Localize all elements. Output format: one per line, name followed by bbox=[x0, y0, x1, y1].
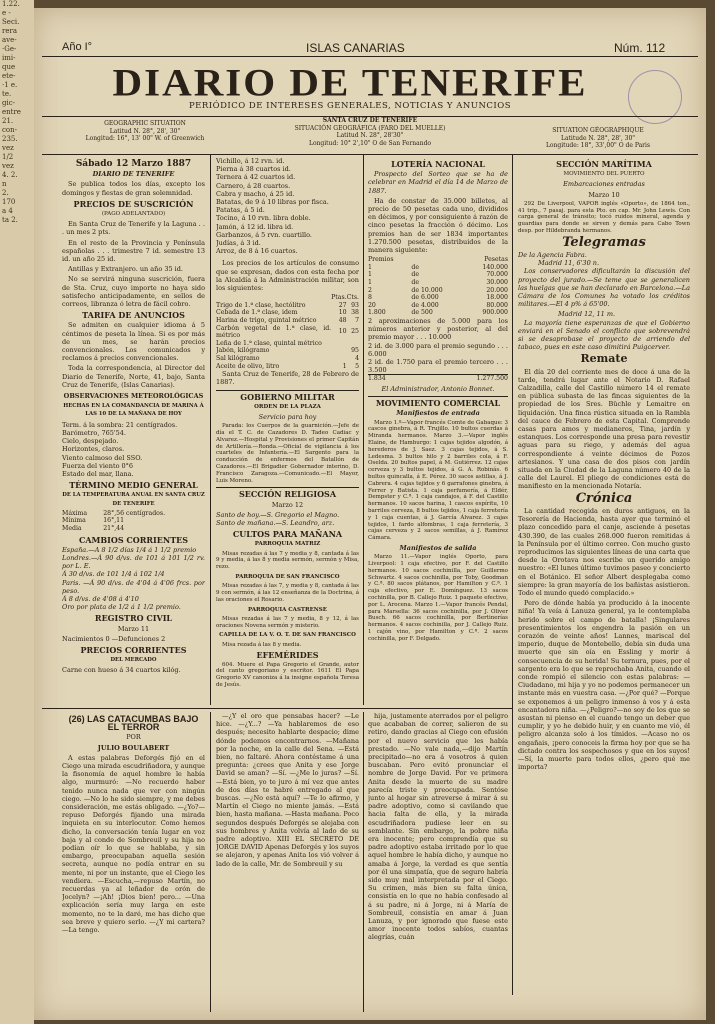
margin-line: 1/2 bbox=[2, 153, 14, 161]
table-row bbox=[62, 510, 205, 518]
margin-line: 235. bbox=[2, 135, 18, 143]
feuilleton-column-3 bbox=[368, 712, 508, 1012]
obs-line: Cielo, despejado. bbox=[62, 437, 119, 446]
table-row bbox=[368, 256, 508, 264]
total-amount: 1.277.500 bbox=[476, 375, 508, 383]
margin-line: n bbox=[2, 180, 7, 188]
telegram-text: La mayoría tiene esperanzas de que el Gobierno enviará en el Senado el conflicto que sobrevendrá si se desaprobase el proyecto de arriendo del tabaco, pues en este caso dimitirá Puigcerver. bbox=[518, 318, 690, 352]
margin-line: te. bbox=[2, 90, 12, 98]
cambios-heading: CAMBIOS CORRIENTES bbox=[78, 534, 189, 545]
geo-center-line: Longitud: 10° 2',10" O de San Fernando bbox=[308, 139, 432, 147]
article-name: Aceite de olivo, litro bbox=[216, 362, 280, 370]
feuilleton-column-2 bbox=[216, 712, 359, 1012]
table-row bbox=[216, 363, 359, 371]
cambio-line: Oro por plata de 1/2 á 1 1/2 premio. bbox=[62, 603, 181, 612]
temp-subheading: DE LA TEMPERATURA ANUAL EN SANTA CRUZ DE TENERIFE bbox=[62, 492, 205, 507]
telegrams-agency: De la Agencia Fabra. bbox=[518, 251, 587, 259]
prices-subheading: (PAGO ADELANTADO) bbox=[101, 211, 166, 218]
adjacent-page-edge bbox=[0, 0, 34, 1024]
lot-cell: 18.000 bbox=[486, 294, 508, 302]
price-line: Antillas y Extranjero. un año 35 id. bbox=[68, 265, 183, 274]
lot-cell: 20 bbox=[368, 301, 376, 309]
geo-left-line: GEOGRAPHIC SITUATION bbox=[104, 120, 186, 127]
column-4 bbox=[518, 157, 690, 997]
cambio-line: Á 8 d/vs. de 4'08 á 4'10 bbox=[62, 594, 139, 603]
lot-cell: de 4.000 bbox=[411, 301, 439, 309]
temp-table bbox=[62, 510, 205, 533]
table-row bbox=[368, 294, 508, 302]
table-row bbox=[368, 302, 508, 310]
margin-line: 1.22. bbox=[2, 0, 20, 8]
mar-heading: SECCIÓN MARÍTIMA bbox=[556, 159, 652, 169]
article-price: 7 bbox=[355, 317, 359, 325]
articles-footer: Santa Cruz de Tenerife, 28 de Febrero de 1887. bbox=[216, 370, 359, 387]
feuilleton-title-text: LAS CATACUMBAS BAJO EL TERROR bbox=[87, 714, 199, 733]
remate-heading: Remate bbox=[580, 352, 628, 366]
lot-cell: 1.800 bbox=[368, 309, 386, 317]
cultos-heading: CULTOS PARA MAÑANA bbox=[232, 529, 343, 540]
efem-heading: EFEMÉRIDES bbox=[256, 650, 319, 661]
feuilleton-text: A estas palabras Deforgés fijó en el Ciego una mirada escudriñadora, y aunque la fisonomía de aquel hombre le había algo, murmuró: —No recuerdo haber tenido nunca nada que ver con ningún ciego. —No lo he sido siempre, y me debes consideración, me estás obligado. —¿Yo?—repuso Deforgés fijando una mirada inquieta en su interlocutor. Como hemos dicho, la conversación tenía lugar en voz baja y al conde de Sombreuil y su hija no podían oír lo que se hablaba, y sin embargo, preocupaban aquella sesión secreta, aunque no podía entrar en su mente, ni por un instante, que el Ciego les vendiera. —Escucha,—repuso Martín, no recuerdas ya al leñador de orón de Jocelyn? —¡Ah! ¡Dios bien! pero... —Una explicación sería muy larga en este momento, no te la daré, me has dicho que sea breve y quiero serlo. —¿Y mi cartera? —La tengo. bbox=[62, 753, 205, 935]
culto-parish: PARROQUIA CASTRENSE bbox=[248, 606, 327, 613]
masthead-subtitle: PERIÓDICO DE INTERESES GENERALES, NOTICIAS Y ANUNCIOS bbox=[188, 101, 512, 111]
article-price: 25 bbox=[351, 328, 359, 336]
place-label: ISLAS CANARIAS bbox=[306, 41, 405, 55]
temp-label: Máxima bbox=[62, 509, 88, 517]
article-price: 4 bbox=[355, 355, 359, 362]
feuilleton-text: —¿Y el oro que pensabas hacer? —Le hice. —¿Y...? —Ya hablaremos de eso después; necesito hablarte despacio; dime dónde podemos encontrarnos. —Mañana por la noche, en la calle del Sena. —Está bien, no faltaré. Ahora contéstame á una pregunta: ¿crees que Anita y ese Jorge David se aman? —Sí. —¿Me lo juras? —Sí. —Está bien, yo te juro á mí vez que antes de dos días te habré entregado al que buscas. —¿No está aquí? —Te lo afirmo, y Martín el Ciego no miente jamás. —Está bien, hasta mañana. —Hasta mañana. Poco segundos después Deforgés se alejaba con sus hombres y Anita volvía al lado de su padre adoptivo. XIII EL SECRETO DE JORGE DAVID Apenas Deforgés y los suyos se alejaron, y apenas Anita los vió volver á lado de la calle, Mr. de Sombreuil y su bbox=[216, 712, 359, 868]
feuilleton-text: hija, justamente aterrados por el peligro que acababan de correr, salieron de su retiro, dando gracias al Ciego con efusión por el nuevo servicio que les había prestado. —No vale nada,—dijo Martín precipitado—no era á vosotros á quien buscaban. Pero evitó pronunciar el nombre de Jorge David. Por ve primera Anita desde la muerte de su madre parecía triste y preocupada. Sentóse junto al hogar sin atreverse á mirar á su padre adoptivo, como si cavilando que hacia falta de ella, y la mirada escudriñadora pudiese leer en su semblante. Sin embargo, la pobre niña era inocente; pero comprendía que su padre adoptivo estaba irritado por lo que aquel hombre le había dicho, y aunque no amaba á Jorge, la verdad es que sentía por él una simpatía, que de seguro habría sido muy mal interpretada por el Ciego. Su crimen, más bien su falta única, consistía en lo que no había confesado al á su padre, ni á Jorge, ni á María de Sombreuil, consistía en amar á Juan Lanuza, y por ignorado que fuese este amor inocente todos sabíos, cuantas alegrías, cuán bbox=[368, 712, 508, 942]
temp-value: 21°,44 bbox=[103, 524, 125, 532]
market-item: Jamón, á 12 id. libra id. bbox=[216, 222, 294, 231]
obs-line: Viento calmoso del SSO. bbox=[62, 453, 143, 462]
column-rule bbox=[363, 712, 364, 1012]
table-row bbox=[216, 317, 359, 325]
feuilleton-col4: Pero de dónde había ya producido á la inocente niña! Ya veía á Lanuza general, ya le contemplaba herido sobre el campo de batalla! ¡Singulares presentimientos los engendra la pasión en un corazón de veinte años! Lannes, mariscal del imperio, duque de Montebello, debía sin duda una muerte que sin oía en Essling y morir á consecuencia de su herida! Su ternura, pues, por el sargento era lo que se reprochaba Anita, cuando el conde rompió el silencio con estas palabras: —Ciudadano, mi hija y yo no podemos permanecer un instante más en vuestra casa. —¿Por qué? —Porque se exponemos á un peligro inmenso á vos y á esta encantadora niña. —¿Peligro?—no soy de los que se asustan ni pienso en el cuando tengo un deber que cumplir, y yo he debido huir, y en cuanto me vió, él peligro alcanza solo á los tímidos. —Acaso no os engañais, ¡pero conoceis la firma hoy por que se ha dictado contra los sospechosos y que en los suyos! —Sí, la muerte para todos ellos, ¿pero qué me importa? bbox=[518, 599, 690, 772]
article-price: 10 bbox=[338, 328, 347, 336]
mov-out-heading: Manifiestos de salida bbox=[399, 543, 477, 552]
feuilleton-number: (26) bbox=[68, 714, 85, 724]
article-price: 93 bbox=[351, 301, 359, 309]
rel-line: Santo de mañana.—S. Leandro, arz. bbox=[216, 518, 335, 527]
lot-extra: 2 id. de 1.750 para el premio tercero . . . 3.500 bbox=[368, 358, 508, 375]
margin-line: ·Ge- bbox=[2, 45, 17, 53]
mov-out-text: Marzo 11.—Vapor inglés Oporto, para Liverpool: 1 caja efectivo, por F. del Castillo hermanos. 10 sacos cochinilla, por Guillermo Schwartz. 4 sacos cochinilla, por Toby, Goodman y C.ª. 80 sacos plátanos, por Hamilton y C.ª. 1 caja efectivo, por E. Domínguez. 13 sacos cochinilla, por B. Callejo Ruiz. 1 paquete efectivo, por L. Arocena. Marzo 1.—Vapor francés Pendal, para Marsella: 36 sacos cochinilla, por J. Oliver Busch. 66 sacos cochinilla, por Bertinerías hermanos. 4 sacos cochinilla, por J. Callejo Ruiz. 1 cajón vino, por Hamilton y C.ª. 2 sacos cochinilla, por F. Delgado. bbox=[368, 554, 508, 642]
intro-text: Se publica todos los días, excepto los domingos y fiestas de gran solemnidad. bbox=[62, 180, 205, 197]
mar-subheading2: Embarcaciones entradas bbox=[563, 180, 645, 189]
table-row bbox=[216, 347, 359, 355]
precios-heading: PRECIOS CORRIENTES bbox=[80, 644, 187, 655]
table-row bbox=[368, 309, 508, 317]
cambio-line: Londres.—Á 90 d/vs. de 101 á 101 1/2 rv. por L. E. bbox=[62, 553, 205, 571]
article-price bbox=[331, 347, 346, 355]
lot-heading: LOTERÍA NACIONAL bbox=[391, 159, 485, 169]
lot-cell: 900.000 bbox=[482, 309, 508, 317]
margin-line: a 4 bbox=[2, 207, 13, 215]
price-line: En el resto de la Provincia y Península españolas . . . trimestre 7 id. semestre 13 id. un año 25 id. bbox=[62, 238, 205, 264]
precios-subheading: DEL MERCADO bbox=[110, 657, 157, 664]
obs-subheading: HECHAS EN LA COMANDANCIA DE MARINA Á LAS 10 DE LA MAÑANA DE HOY bbox=[63, 403, 204, 418]
margin-line: entre bbox=[2, 108, 21, 116]
margin-line: 4. 2. bbox=[2, 171, 18, 179]
margin-line: e - bbox=[2, 9, 11, 17]
mar-subheading: MOVIMIENTO DEL PUERTO bbox=[563, 171, 645, 178]
gob-heading: GOBIERNO MILITAR bbox=[216, 390, 359, 401]
article-name: Trigo de 1.ª clase, hectólitro bbox=[216, 301, 306, 309]
market-item: Arroz, de 8 á 16 cuartos. bbox=[216, 247, 298, 256]
market-item: Judías, á 3 id. bbox=[216, 239, 261, 248]
divider bbox=[42, 708, 512, 709]
obs-line: Horizontes, claros. bbox=[62, 445, 125, 454]
article-price: 38 bbox=[351, 309, 359, 317]
lot-extra: 2 id. de 3.000 para el premio segundo . . . 6.000 bbox=[368, 341, 508, 358]
margin-line: rera bbox=[2, 27, 18, 35]
registro-text: Nacimientos 0 —Defunciones 2 bbox=[62, 634, 166, 643]
lot-table bbox=[368, 256, 508, 317]
lot-cell: 1 bbox=[368, 263, 372, 271]
article-name: Sal kilógramo bbox=[216, 355, 260, 362]
price-line: En Santa Cruz de Tenerife y la Laguna . . . un mes 2 pts. bbox=[62, 220, 205, 237]
article-price: 1 bbox=[342, 362, 347, 370]
cultos-list bbox=[216, 540, 359, 648]
lot-cell: 1 bbox=[368, 271, 372, 279]
geo-right-line: SITUATION GÉOGRAPHIQUE bbox=[552, 127, 644, 134]
culto-text: Misas rezadas á las 7 y media, 8 y 12, á las oraciones Novena sermón y misterio. bbox=[216, 615, 359, 629]
prices-heading: PRECIOS DE SUSCRICIÓN bbox=[73, 198, 194, 209]
margin-line: con- bbox=[2, 126, 18, 134]
cambio-line: Paris. —Á 90 d/vs. de 4'04 á 4'06 frcs. por peso. bbox=[62, 578, 205, 595]
divider bbox=[42, 56, 698, 57]
lot-cell: de bbox=[411, 271, 420, 279]
obs-line: Term. á la sombra: 21 centígrados. bbox=[62, 420, 178, 429]
lot-cell: 30.000 bbox=[486, 279, 508, 287]
article-price bbox=[331, 340, 346, 348]
mov-heading: MOVIMIENTO COMERCIAL bbox=[368, 396, 508, 407]
temp-value: 16°,11 bbox=[103, 517, 125, 525]
feuilleton-column-1 bbox=[62, 712, 205, 1012]
registro-heading: REGISTRO CIVIL bbox=[94, 613, 173, 624]
temp-value: 28°,56 centígrados. bbox=[103, 509, 166, 517]
total-count: 1.834 bbox=[368, 375, 386, 383]
market-item: Pierna á 38 cuartos id. bbox=[216, 165, 291, 174]
article-name: Carbón vegetal de 1.ª clase, id. métrico bbox=[216, 324, 332, 340]
gob-subheading: ORDEN DE LA PLAZA bbox=[254, 403, 321, 410]
table-row bbox=[368, 264, 508, 272]
margin-line: vez bbox=[2, 144, 14, 152]
article-price: 10 bbox=[338, 309, 347, 317]
geo-center-line: SANTA CRUZ DE TENERIFE bbox=[322, 117, 418, 124]
article-name: Jabón, kilógramo bbox=[216, 347, 270, 355]
column-1 bbox=[62, 157, 205, 707]
article-name: Harina de trigo, quintal métrico bbox=[216, 317, 317, 325]
article-price: 48 bbox=[338, 317, 347, 325]
lot-cell: de 500 bbox=[411, 309, 433, 317]
margin-line: que bbox=[2, 63, 16, 71]
market-item: Carnero, á 28 cuartos. bbox=[216, 181, 291, 190]
paper-name: DIARIO DE TENERIFE bbox=[92, 170, 175, 179]
column-rule bbox=[363, 155, 364, 705]
culto-parish: PARROQUIA MATRIZ bbox=[254, 541, 321, 548]
table-row bbox=[216, 340, 359, 348]
obs-line: Estado del mar, llana. bbox=[62, 469, 134, 478]
precios-text: Carne con hueso á 34 cuartos kilóg. bbox=[62, 666, 181, 675]
table-row bbox=[216, 302, 359, 310]
geo-left-line: Latitud N. 28°, 28', 30" bbox=[109, 127, 181, 135]
market-item: Vichillo, á 12 rvn. id. bbox=[216, 157, 285, 165]
article-price bbox=[347, 340, 359, 348]
mar-text: 292 De Liverpool, VAPOR inglés «Oporto», de 1864 ton., 41 trip., 7 pasaj. para esta Pto. en cap. Mr. John Lewis. Con carga general de tránsito; tocó ruidos mineral, agenda y guardias para donde se sirven y demás para Cabo Town desp. por Hildebranda hermanos. bbox=[518, 200, 690, 234]
cambio-line: España.—A 8 1/2 días 1/4 á 1 1/2 premio bbox=[62, 545, 197, 554]
obs-heading: OBSERVACIONES METEOROLÓGICAS bbox=[63, 392, 204, 401]
mar-date: Marzo 10 bbox=[588, 190, 620, 199]
market-item: Cabra y macho, á 25 id. bbox=[216, 189, 295, 198]
cronica-text: La cantidad recogida en duros antiguos, en la Tesorería de Hacienda, hasta ayer que terminó el plazo concedido para el canje, asciende á pesetas 430.390, de las cuales 268.000 fueron remitidas á la Península por el último correo. Con mucho gusto reproducimos las siguientes líneas de una carta que desde la Orotava nos escribe un querido amigo nuestro: «El lunes último tuvimos paseo y concierto en el Botánico. El señor Albert desplegaba como siempre: la gran mayoría de los bañistas asistieron. Todo el mundo quedó complacido.» bbox=[518, 506, 690, 597]
feuilleton-title bbox=[62, 715, 205, 731]
obs-line: Barómetro, 765'54. bbox=[62, 428, 126, 437]
ads-heading: TARIFA DE ANUNCIOS bbox=[82, 310, 185, 321]
ads-text: Se admiten en cualquier idioma á 5 céntimos de peseta la línea. Si es por más de un mes, se harán precios convencionales. Los comunicados y reclamos á precios convencionales. bbox=[62, 321, 205, 363]
market-item: Ternera á 42 cuartos id. bbox=[216, 173, 296, 182]
culto-parish: PARROQUIA DE SAN FRANCISCO bbox=[235, 573, 340, 580]
lot-cell: de 6.000 bbox=[411, 294, 439, 302]
margin-line: ·1 e. bbox=[2, 81, 18, 89]
efem-text: 604. Muere el Papa Gregorio el Grande, autor del canto gregoriano y escritor. 1611 El Papa Gregorio XV canoniza á la insigne española Teresa de Jesús. bbox=[216, 661, 359, 688]
column-rule bbox=[210, 712, 211, 1012]
temp-label: Mínima bbox=[62, 517, 86, 525]
column-rule bbox=[512, 155, 513, 995]
registro-date: Marzo 11 bbox=[117, 624, 150, 633]
prices-note: No se servirá ninguna suscrición, fuera de Sta. Cruz, cuyo importe no haya sido satisfecho anticipadamente, en sellos de correos, libranza ó letra de fácil cobro. bbox=[62, 275, 205, 309]
obs-line: Fuerza del viento 0°6 bbox=[62, 461, 134, 470]
rel-date: Marzo 12 bbox=[271, 500, 304, 509]
lot-cell: 70.000 bbox=[486, 271, 508, 279]
temp-label: Media bbox=[62, 524, 82, 532]
articles-table bbox=[216, 294, 359, 370]
margin-line: ta 2. bbox=[2, 216, 18, 224]
geo-left bbox=[60, 120, 230, 143]
geo-center-line: Latitud N. 28°, 28'30" bbox=[336, 132, 404, 139]
gob-subheading2: Servicio para hoy bbox=[258, 413, 317, 421]
article-name: Cebada de 1.ª clase, idem bbox=[216, 309, 298, 317]
table-row bbox=[216, 355, 359, 363]
market-item: Tocino, á 10 rvn. libra doble. bbox=[216, 214, 311, 223]
geo-right-line: Latitude N. 28°, 28', 30" bbox=[560, 134, 636, 142]
feuilleton-by: POR bbox=[126, 733, 141, 742]
lot-cell: 140.000 bbox=[482, 263, 508, 271]
margin-line: Seci. bbox=[2, 18, 20, 26]
col-header: Cts. bbox=[346, 294, 359, 302]
col-header: Premios bbox=[368, 256, 394, 264]
geo-left-line: Longitud: 16°, 13' 00" W. of Greenwich bbox=[85, 135, 205, 142]
market-item: Garbanzos, á 5 rvn. cuartillo. bbox=[216, 230, 312, 239]
column-rule bbox=[210, 155, 211, 705]
remate-text: El día 20 del corriente mes de doce á una de la tarde, tendrá lugar ante el Notario D. Rafael Calzadilla, calle del Castillo número 14 el remate en pública subasta de las fincas siguientes de la propiedad de los Sres. Büchle y Lemaitre en liquidación. Una finca rústica situada en la Rambla del cauce de Febrero de esta Capital. Comprende casas para amos y medianeros, Tina, jardín y estanques. Los corresponde una presa para revestir aguas para su riego, y además del agua correspondiente á veinte décimos de Pozos artesianos. Y una casa de dos pisos con jardín situada en la Ciudad de la Laguna número 40 de la calle del Laurel. El pliego de condiciones está de manifiesto en la mencionada Notaría. bbox=[518, 367, 690, 491]
gob-text: Parada: los Cuerpos de la guarnición.—Jefe de día el T. C. de Cazadores D. Tadeo Cadiac y Alvarez.—Hospital y Provisiones el primer Capitán de Artillería.—Ronda.—Oficial de vigilancia á los cuarteles de Infantería.—El Sargento para la conducción de enfermos del Batallón de Cazadores.—El Brigadier Gobernador interino, D. Francisco Zaragoza.—Comunicado.—El Mayor, Luis Moreno. bbox=[216, 423, 359, 484]
culto-parish: CAPILLA DE LA V. O. T. DE SAN FRANCISCO bbox=[219, 632, 356, 639]
market-item: Patatas, á 5 id. bbox=[216, 206, 265, 215]
year-label: Año I° bbox=[62, 41, 93, 53]
market-list bbox=[216, 157, 359, 255]
table-row bbox=[368, 279, 508, 287]
article-price bbox=[331, 355, 346, 363]
table-row bbox=[368, 271, 508, 279]
margin-line: 21. bbox=[2, 117, 14, 125]
culto-text: Misas rezadas á las 7, y media y 8, cantada á las 9 con sermón, á las 12 enseñanza de la Doctrina, á las oraciones el Rosario. bbox=[216, 583, 359, 603]
issue-number: Núm. 112 bbox=[614, 41, 666, 55]
article-price: 5 bbox=[355, 362, 359, 370]
col-header: Ptas. bbox=[331, 294, 347, 302]
lot-cell: de 10.000 bbox=[411, 286, 443, 294]
table-row bbox=[368, 287, 508, 295]
lot-total bbox=[368, 374, 508, 383]
rel-line: Santo de hoy.—S. Gregorio el Magno. bbox=[216, 510, 340, 519]
telegram-date: Madrid 11, 6'30 n. bbox=[538, 259, 600, 268]
article-price: 27 bbox=[338, 301, 347, 309]
geo-right-line: Longitude: 18°, 33',00" O de Paris bbox=[545, 142, 651, 149]
table-row bbox=[368, 375, 508, 383]
column-3 bbox=[368, 157, 508, 707]
margin-line: ete- bbox=[2, 72, 16, 80]
margin-line: vez bbox=[2, 162, 14, 170]
lot-cell: 1 bbox=[368, 279, 372, 287]
articles-intro: Los precios de los artículos de consumo que se expresan, dados con esta fecha por la Alcaldía á la Administración militar, son los siguientes: bbox=[216, 259, 359, 293]
issue-date: Sábado 12 Marzo 1887 bbox=[75, 159, 192, 169]
table-row bbox=[216, 325, 359, 340]
lot-signature: El Administrador, Antonio Bonnet. bbox=[381, 385, 495, 393]
lot-cell: de bbox=[411, 279, 420, 287]
correspondence-text: Toda la correspondencia, al Director del Diario de Tenerife, Norte, 41, bajo, Santa Cruz de Tenerife, (Islas Canarias). bbox=[62, 364, 205, 389]
lot-text: Ha de constar de 35.000 billetes, al precio de 50 pesetas cada uno, divididos en décimos, y por consiguiente á razón de cinco pesetas la fracción ó décimo. Los premios han de ser 1834 importantes 1.270.500 pesetas, distribuidos de la manera siguiente: bbox=[368, 196, 508, 255]
masthead-title: DIARIO DE TENERIFE bbox=[112, 60, 588, 104]
article-name: Leña de 1.ª clase, quintal métrico bbox=[216, 339, 322, 347]
telegrams-heading: Telegramas bbox=[562, 234, 646, 250]
table-row bbox=[62, 517, 205, 525]
temp-heading: TÉRMINO MEDIO GENERAL bbox=[69, 480, 198, 491]
telegram-text: Los conservadores dificultarán la discusión del proyecto del jurado.—Se teme que se generalicen las huelgas que se han declarado en Barcelona.—La Cámara de los Comunes ha votado los créditos militares.—El 4 p% á 65'00. bbox=[518, 267, 690, 309]
geo-right bbox=[508, 127, 688, 150]
market-item: Batatas, de 9 á 10 libras por fisca. bbox=[216, 198, 329, 207]
cronica-heading: Crónica bbox=[575, 490, 633, 506]
geo-center-line: SITUACIÓN GEOGRÁFICA (FARO DEL MUELLE) bbox=[294, 124, 446, 132]
column-2 bbox=[216, 157, 359, 707]
table-row bbox=[216, 309, 359, 317]
mov-in-text: Marzo 1.º—Vapor francés Comte de Gabaque: 3 cascos ginebra, á R. Trujillo. 10 bultos cuerdas á Miranda hermanos. Marzo 3.—Vapor inglés Elaine, de Hamburgo: 1 cajas tejidos algodón, á herederos de J. Saez. 3 cajas tejidos, á S. Ledesma. 3 bultos hilo y 2 barriles cola, á F. Oselda. 20 bultos papel, á M. Gutiérrez. 12 cajas cerveza y 3 bultos tejidos, á G. A. Robinás. 6 bultos quincalla, á E. Pérez. 30 sacos astillas, á J. Cabrera. 4 cajas tejidos y 6 garrafones ginebra, á Ferrer y Batista. 1 caja perfumería, á Eldér, Dempster y C.ª. 1 caja candajos, á F. del Castillo hermanos. 10 sacos harina, 1 cascos espíritu, 10 barriles cerveza, 8 bultos tejidos, 1 caja ferretería y 1 caja cuentas, á J. García Álvarez. 3 cajas tejidos, 1 fardo alfombras, 1 caja ferretería, 3 cajas cerveza y 2 sacos semillas, á J. Ramírez Cámara. bbox=[368, 419, 508, 542]
margin-line: gic- bbox=[2, 99, 16, 107]
col-header: Pesetas bbox=[484, 256, 508, 264]
lot-subheading: Prospecto del Sorteo que se ha de celebrar en Madrid el día 14 de Marzo de 1887. bbox=[368, 170, 508, 195]
divider bbox=[42, 154, 698, 155]
margin-line: imi- bbox=[2, 54, 16, 62]
mov-in-heading: Manifiestos de entrada bbox=[396, 409, 480, 418]
margin-line: 170 bbox=[2, 198, 16, 206]
cambio-line: Á 30 d/vs. de 101 1/4 á 102 1/4 bbox=[62, 570, 165, 579]
article-price: 95 bbox=[351, 347, 359, 355]
lot-cell: de bbox=[411, 263, 420, 271]
lot-cell: 80.000 bbox=[486, 301, 508, 309]
feuilleton-author: JULIO BOULABERT bbox=[97, 743, 170, 752]
lot-cell: 20.000 bbox=[486, 286, 508, 294]
table-row bbox=[216, 294, 359, 302]
rel-heading: SECCIÓN RELIGIOSA bbox=[216, 487, 359, 498]
culto-text: Misas rezadas á las 7 y media y 8, cantada á las 9 y media, á las 8 y media sermón, sermón y Misa, rezo. bbox=[216, 550, 359, 571]
margin-line: ave- bbox=[2, 36, 17, 44]
lot-extra: 2 aproximaciones de 5.000 para los números anterior y posterior, al del premio mayor . . . 10.000 bbox=[368, 316, 508, 342]
lot-cell: 8 bbox=[368, 294, 372, 302]
table-row bbox=[62, 525, 205, 533]
telegram-date: Madrid 12, 11 m. bbox=[558, 310, 616, 319]
lot-cell: 2 bbox=[368, 286, 372, 294]
margin-line: 2. bbox=[2, 189, 9, 197]
culto-text: Misa rezada á las 8 y media. bbox=[222, 641, 302, 648]
geo-center bbox=[270, 117, 470, 147]
